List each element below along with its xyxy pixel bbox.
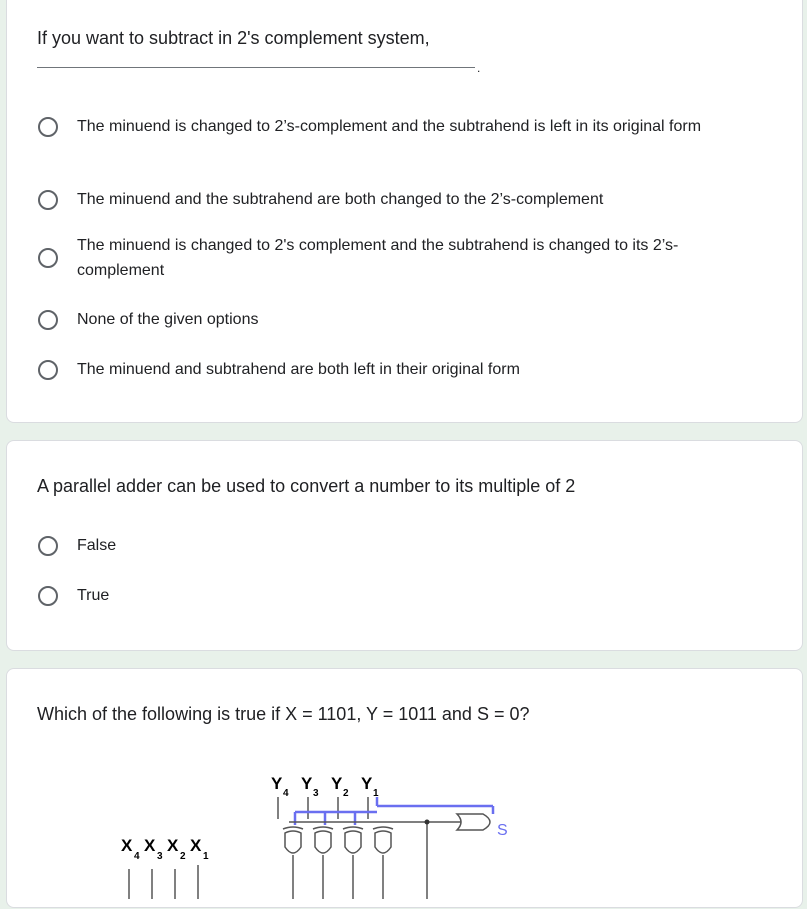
question-2-title: A parallel adder can be used to convert a number to its multiple of 2 xyxy=(37,476,576,496)
y-input-labels xyxy=(271,774,379,799)
xor-output-wires xyxy=(293,855,383,899)
option-q1-1[interactable] xyxy=(38,114,772,139)
y1-subscript: 1 xyxy=(373,788,379,799)
x2-subscript: 2 xyxy=(180,851,186,862)
x4-label: X xyxy=(121,836,133,855)
option-q1-4[interactable] xyxy=(38,307,772,332)
xor-gates xyxy=(283,827,393,853)
parallel-adder-diagram xyxy=(7,669,804,909)
option-label: The minuend and subtrahend are both left in their original form xyxy=(77,361,520,378)
radio-button-icon[interactable] xyxy=(38,248,58,268)
radio-button-icon[interactable] xyxy=(38,117,58,137)
x4-subscript: 4 xyxy=(134,851,140,862)
x3-label: X xyxy=(144,836,156,855)
x1-label: X xyxy=(190,836,202,855)
control-buffer-icon xyxy=(457,814,490,830)
option-label: The minuend is changed to 2's complement and the subtrahend is changed to its 2’s-complement xyxy=(77,237,679,279)
question-card-2 xyxy=(6,440,803,651)
y1-label: Y xyxy=(361,774,373,793)
y4-label: Y xyxy=(271,774,283,793)
option-label: The minuend and the subtrahend are both changed to the 2’s-complement xyxy=(77,191,604,208)
radio-button-icon[interactable] xyxy=(38,586,58,606)
question-1-title: If you want to subtract in 2's complement system, xyxy=(37,28,430,48)
y3-label: Y xyxy=(301,774,313,793)
answer-blank-line xyxy=(37,67,475,68)
y3-subscript: 3 xyxy=(313,788,319,799)
radio-button-icon[interactable] xyxy=(38,536,58,556)
option-label: True xyxy=(77,587,110,604)
x-input-labels xyxy=(121,836,209,862)
radio-button-icon[interactable] xyxy=(38,360,58,380)
option-label: False xyxy=(77,537,117,554)
radio-button-icon[interactable] xyxy=(38,310,58,330)
question-card-1 xyxy=(6,0,803,423)
option-q1-3[interactable] xyxy=(38,233,772,283)
y2-label: Y xyxy=(331,774,343,793)
option-label: None of the given options xyxy=(77,311,259,328)
option-q1-5[interactable] xyxy=(38,357,772,382)
question-3-title: Which of the following is true if X = 1101, Y = 1011 and S = 0? xyxy=(37,704,530,724)
x3-subscript: 3 xyxy=(157,851,163,862)
junction-dot xyxy=(425,820,430,825)
option-q1-2[interactable] xyxy=(38,187,772,212)
radio-button-icon[interactable] xyxy=(38,190,58,210)
option-label: The minuend is changed to 2’s-complement and the subtrahend is left in its original form xyxy=(77,118,702,135)
option-q2-true[interactable] xyxy=(38,583,772,608)
option-q2-false[interactable] xyxy=(38,533,772,558)
question-card-3 xyxy=(6,668,803,908)
answer-blank-suffix: . xyxy=(477,61,481,75)
y2-subscript: 2 xyxy=(343,788,349,799)
y4-subscript: 4 xyxy=(283,788,289,799)
control-s-label: S xyxy=(497,822,508,839)
x1-subscript: 1 xyxy=(203,851,209,862)
x2-label: X xyxy=(167,836,179,855)
x-input-wires xyxy=(129,865,198,899)
